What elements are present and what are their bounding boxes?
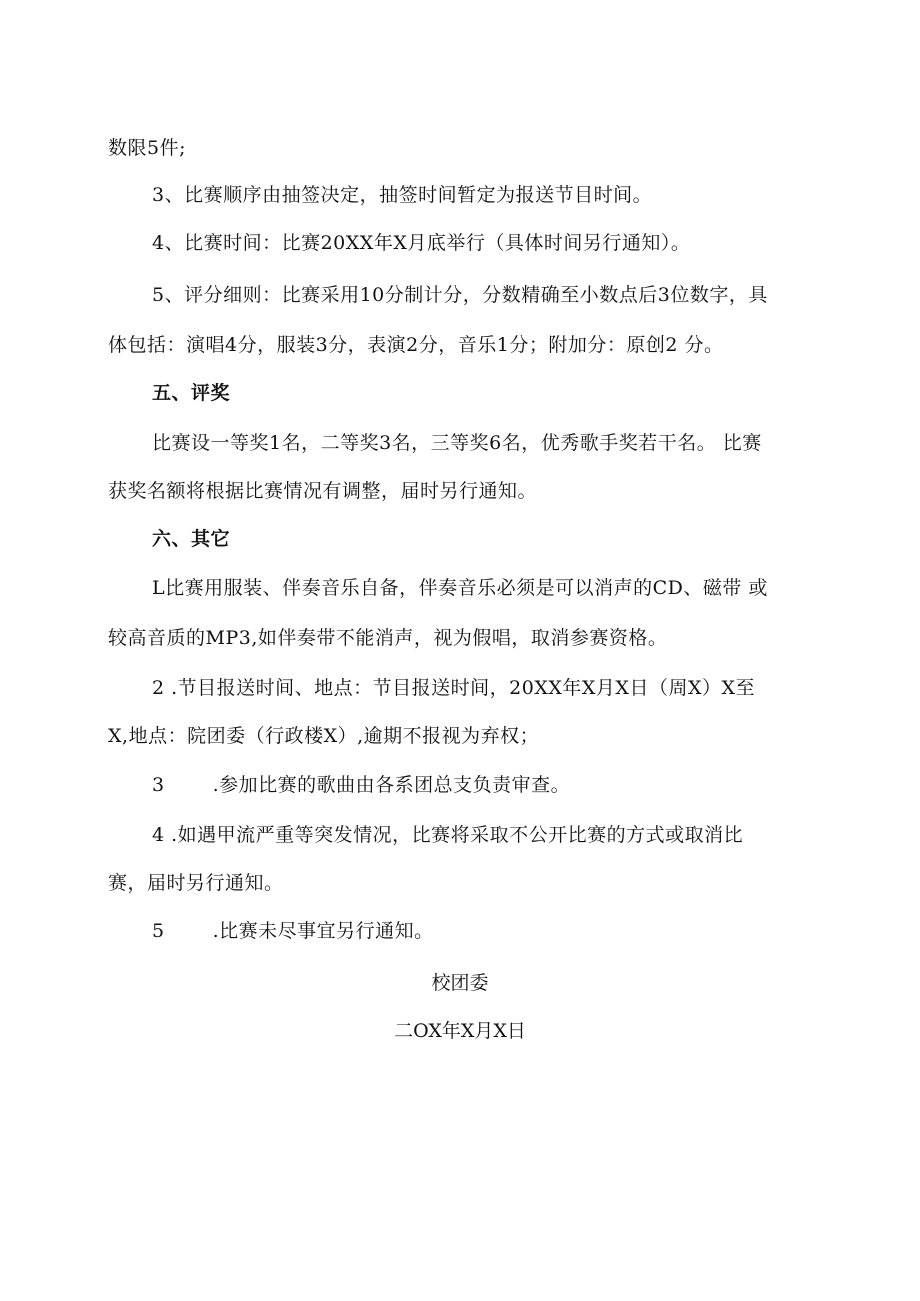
text-line bbox=[152, 918, 434, 944]
text-line: 赛，届时另行通知。 bbox=[108, 872, 284, 894]
text-line: 3、比赛顺序由抽签决定，抽签时间暂定为报送节目时间。 bbox=[152, 184, 653, 206]
signature-date: 二OX年X月X日 bbox=[394, 1020, 526, 1042]
signature-org: 校团委 bbox=[431, 972, 489, 994]
text-line: 体包括：演唱4分，服装3分，表演2分，音乐1分；附加分：原创2 分。 bbox=[108, 334, 724, 356]
section-heading-other: 六、其它 bbox=[152, 528, 231, 550]
text-line: 数限5件; bbox=[108, 137, 186, 159]
text-line: 较高音质的MP3,如伴奏带不能消声，视为假唱，取消参赛资格。 bbox=[108, 627, 668, 649]
list-text: .比赛未尽事宜另行通知。 bbox=[212, 920, 434, 942]
list-number: 3 bbox=[152, 774, 165, 796]
text-line: L比赛用服装、伴奏音乐自备，伴奏音乐必须是可以消声的CD、磁带 或 bbox=[152, 577, 768, 599]
section-heading-awards: 五、评奖 bbox=[152, 382, 231, 404]
text-line: 5、评分细则：比赛采用10分制计分，分数精确至小数点后3位数字，具 bbox=[152, 284, 768, 306]
text-line: 获奖名额将根据比赛情况有调整，届时另行通知。 bbox=[108, 480, 538, 502]
text-line bbox=[152, 772, 570, 798]
text-line: 4、比赛时间：比赛20XX年X月底举行（具体时间另行通知）。 bbox=[152, 232, 691, 254]
text-line: 4 .如遇甲流严重等突发情况，比赛将采取不公开比赛的方式或取消比 bbox=[152, 824, 744, 846]
text-line: 比赛设一等奖1名，二等奖3名，三等奖6名，优秀歌手奖若干名。 比赛 bbox=[152, 432, 762, 454]
text-line: X,地点：院团委（行政楼X）,逾期不报视为弃权； bbox=[108, 725, 540, 747]
text-line: 2 .节目报送时间、地点：节目报送时间，20XX年X月X日（周X）X至 bbox=[152, 677, 756, 699]
list-text: .参加比赛的歌曲由各系团总支负责审查。 bbox=[212, 774, 571, 796]
list-number: 5 bbox=[152, 920, 165, 942]
